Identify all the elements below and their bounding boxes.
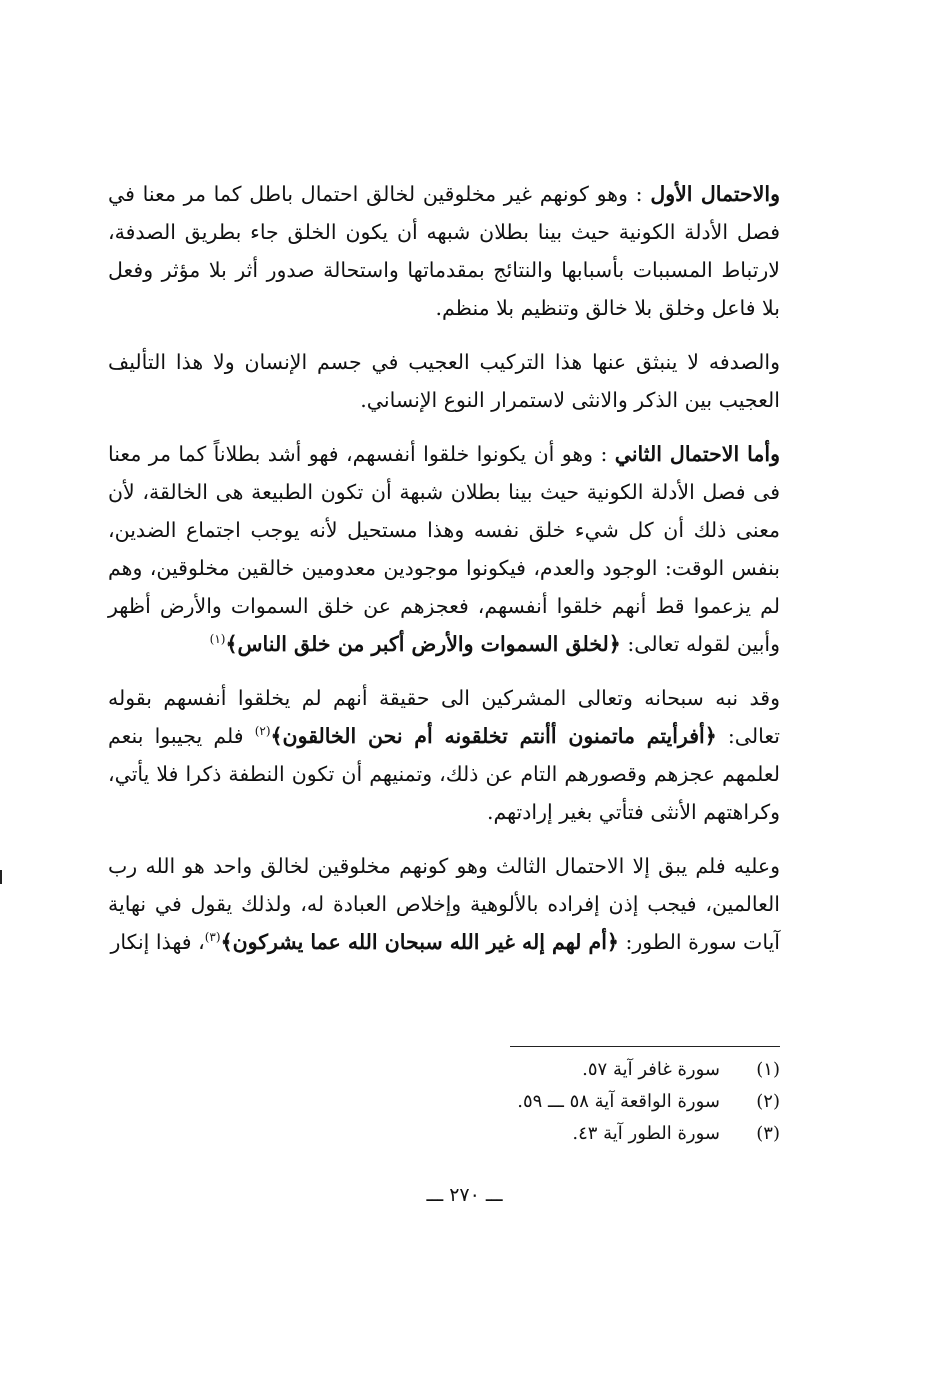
footnote-2-text: سورة الواقعة آية ٥٨ ـــ ٥٩.	[517, 1091, 720, 1112]
paragraph-1-lead: والاحتمال الأول	[650, 182, 780, 206]
footnote-ref-3[interactable]: (٣)	[204, 930, 221, 945]
quran-quote-3: ﴿أم لهم إله غير الله سبحان الله عما يشركون﴾	[220, 930, 619, 954]
page-number: ـــ ٢٧٠ ـــ	[426, 1184, 503, 1206]
footnote-2	[400, 1086, 780, 1118]
footnote-1	[400, 1054, 780, 1086]
paragraph-3	[108, 435, 780, 663]
footnote-3	[400, 1118, 780, 1150]
footnote-1-number: (١)	[756, 1059, 780, 1080]
main-text	[108, 175, 780, 961]
paragraph-2-text: والصدفه لا ينبثق عنها هذا التركيب العجيب في جسم الإنسان ولا هذا التأليف العجيب بين الذكر والانثى لاستمرار النوع الإنساني.	[108, 350, 780, 412]
footnotes	[400, 1054, 780, 1150]
paragraph-3-lead: وأما الاحتمال الثاني	[614, 442, 780, 466]
footnote-3-number: (٣)	[756, 1123, 780, 1144]
paragraph-4-tail: فلم يجيبوا بنعم لعلمهم عجزهم وقصورهم التام عن ذلك، وتمنيهم أن تكون النطفة ذكرا فلا يأتي، وكراهتهم الأنثى فتأتي بغير إرادتهم.	[108, 724, 780, 824]
footnote-2-number: (٢)	[756, 1091, 780, 1112]
paragraph-4	[108, 679, 780, 831]
paragraph-4-text: وقد نبه سبحانه وتعالى المشركين الى حقيقة أنهم لم يخلقوا أنفسهم بقوله تعالى:	[108, 686, 780, 748]
paragraph-5-text: وعليه فلم يبق إلا الاحتمال الثالث وهو كونهم مخلوقين لخالق واحد هو الله رب العالمين، فيجب إذن إفراده بالألوهية وإخلاص العبادة له، ولذلك يقول في نهاية آيات سورة الطور:	[108, 854, 780, 954]
footnote-ref-1[interactable]: (١)	[209, 632, 226, 647]
paragraph-2	[108, 343, 780, 419]
paragraph-1	[108, 175, 780, 327]
quran-quote-2: ﴿أفرأيتم ماتمنون أأنتم تخلقونه أم نحن الخالقون﴾	[270, 724, 717, 748]
paragraph-1-text: : وهو كونهم غير مخلوقين لخالق احتمال باطل كما مر معنا في فصل الأدلة الكونية حيث بينا بطلان شبهه أن يكون الخلق جاء بطريق الصدفة، لارتباط المسببات بأسبابها والنتائج بمقدماتها واستحالة صدور أثر بلا مؤثر وفعل بلا فاعل وخلق بلا خالق وتنظيم بلا منظم.	[108, 182, 780, 320]
footnote-ref-2[interactable]: (٢)	[254, 724, 271, 739]
quran-quote-1: ﴿لخلق السموات والأرض أكبر من خلق الناس﴾	[225, 632, 621, 656]
paragraph-3-text: : وهو أن يكونوا خلقوا أنفسهم، فهو أشد بطلاناً كما مر معنا فى فصل الأدلة الكونية حيث بينا بطلان شبهة أن تكون الطبيعة هى الخالقة، لأن معنى ذلك أن كل شيء خلق نفسه وهذا مستحيل لأنه يوجب اجتماع الضدين، بنفس الوقت: الوجود والعدم، فيكونوا موجودين معدومين خالقين مخلوقين، وهم لم يزعموا قط أنهم خلقوا أنفسهم، فعجزهم عن خلق السموات والأرض أظهر وأبين لقوله تعالى:	[108, 442, 780, 656]
paragraph-5	[108, 847, 780, 961]
footnote-3-text: سورة الطور آية ٤٣.	[572, 1123, 720, 1144]
scan-edge-mark	[0, 870, 2, 884]
footnote-1-text: سورة غافر آية ٥٧.	[582, 1059, 720, 1080]
paragraph-5-tail: ، فهذا إنكار	[110, 930, 205, 954]
footnote-divider	[510, 1046, 780, 1047]
